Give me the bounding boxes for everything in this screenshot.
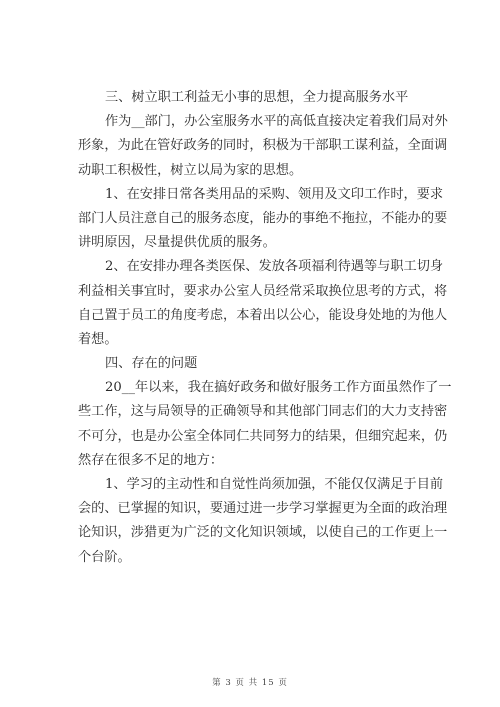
paragraph-line: 动职工积极性，树立以局为家的思想。 (78, 162, 303, 178)
paragraph-line: 1、学习的主动性和自觉性尚须加强，不能仅仅满足于目前 (105, 477, 444, 492)
paragraph-line: 20__年以来，我在搞好政务和做好服务工作方面虽然作了一 (105, 380, 452, 396)
paragraph-line: 讲明原因，尽量提供优质的服务。 (78, 235, 276, 251)
paragraph-line: 然存在很多不足的地方： (78, 452, 224, 468)
paragraph-line: 作为__部门，办公室服务水平的高低直接决定着我们局对外 (105, 114, 448, 130)
paragraph-line: 会的、已掌握的知识，要通过进一步学习掌握更为全面的政治理 (78, 501, 448, 517)
section-heading: 四、存在的问题 (105, 356, 198, 372)
paragraph-line: 自己置于员工的角度考虑，本着出以公心，能设身处地的为他人 (78, 307, 448, 323)
paragraph-line: 不可分，也是办公室全体同仁共同努力的结果，但细究起来，仍 (78, 428, 448, 444)
section-heading: 三、树立职工利益无小事的思想，全力提高服务水平 (105, 90, 409, 105)
paragraph-line: 部门人员注意自己的服务态度，能办的事绝不拖拉，不能办的要 (78, 210, 448, 226)
document-body (78, 86, 452, 570)
paragraph-line: 个台阶。 (78, 549, 131, 565)
paragraph-line: 着想。 (78, 331, 118, 347)
paragraph-line: 些工作，这与局领导的正确领导和其他部门同志们的大力支持密 (78, 404, 448, 420)
page-number-footer: 第 3 页 共 15 页 (212, 678, 288, 688)
paragraph-line: 形象，为此在管好政务的同时，积极为干部职工谋利益，全面调 (78, 138, 448, 154)
paragraph-line: 1、在安排日常各类用品的采购、领用及文印工作时，要求 (105, 186, 444, 202)
paragraph-line: 论知识，涉猎更为广泛的文化知识领域，以使自己的工作更上一 (78, 525, 448, 541)
paragraph-line: 利益相关事宜时，要求办公室人员经常采取换位思考的方式，将 (78, 283, 448, 299)
paragraph-line: 2、在安排办理各类医保、发放各项福利待遇等与职工切身 (105, 259, 444, 275)
